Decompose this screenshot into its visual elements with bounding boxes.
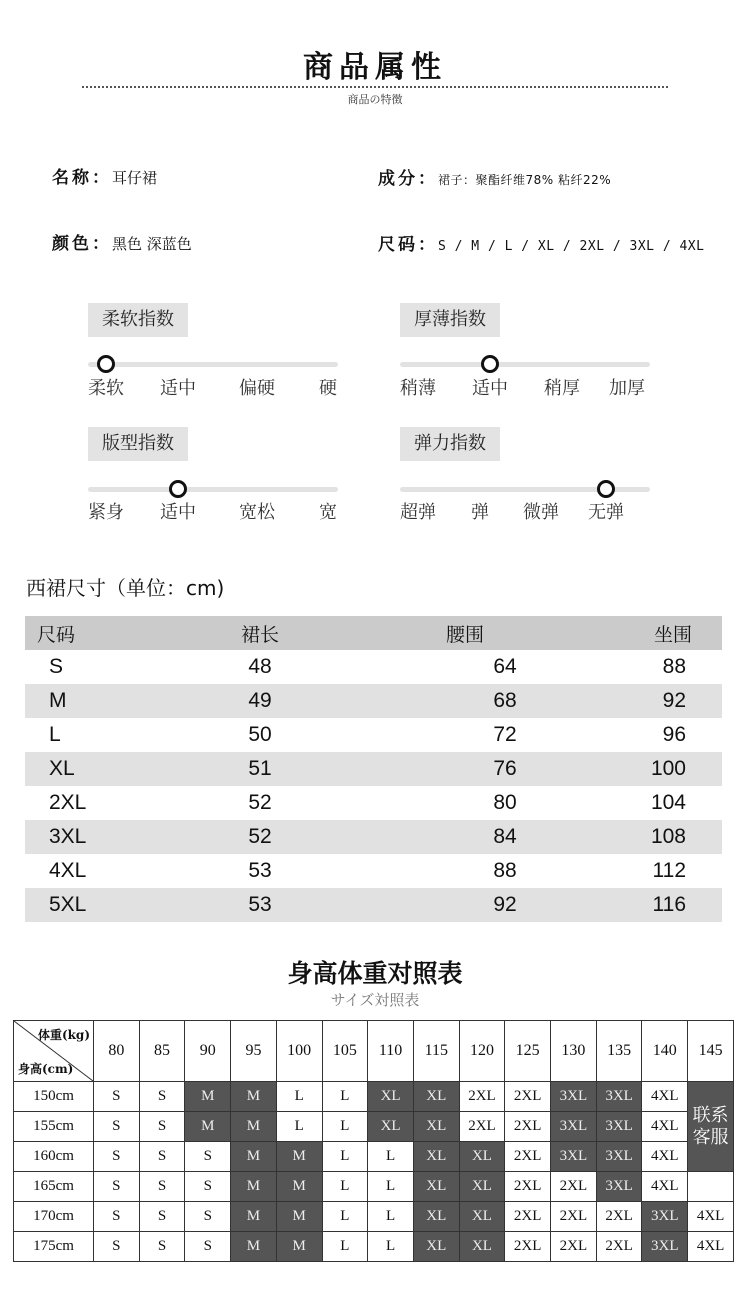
size-chart-cell: 80: [493, 791, 517, 814]
reference-chart-row: [14, 1142, 734, 1172]
softness-index-option: 适中: [160, 378, 196, 399]
size-cell: S: [139, 1172, 185, 1202]
size-cell: S: [185, 1142, 231, 1172]
weight-header: 95: [231, 1021, 277, 1082]
size-chart-cell: 104: [650, 791, 686, 814]
size-chart-title: 西裙尺寸（单位：cm): [26, 576, 225, 600]
size-chart-cell: 92: [555, 684, 722, 718]
size-cell: M: [185, 1112, 231, 1142]
size-cell: L: [322, 1202, 368, 1232]
size-cell: M: [276, 1232, 322, 1262]
softness-index-marker: [97, 355, 115, 373]
size-cell: L: [368, 1142, 414, 1172]
reference-chart-row: [14, 1082, 734, 1112]
size-cell: S: [185, 1172, 231, 1202]
reference-chart-table: [13, 1020, 734, 1262]
size-cell: 2XL: [505, 1232, 551, 1262]
page-title: 商品属性: [303, 50, 447, 85]
attr-size: [378, 230, 704, 255]
size-chart-cell: 76: [375, 752, 555, 786]
size-cell: M: [185, 1082, 231, 1112]
size-cell: 2XL: [505, 1202, 551, 1232]
size-cell: S: [94, 1232, 140, 1262]
size-cell: 4XL: [642, 1142, 688, 1172]
size-cell: M: [231, 1112, 277, 1142]
size-cell: 3XL: [642, 1202, 688, 1232]
page-subtitle: 商品の特徴: [347, 93, 403, 106]
size-cell: XL: [368, 1082, 414, 1112]
size-cell: XL: [459, 1202, 505, 1232]
fit-index-marker: [169, 480, 187, 498]
size-cell: XL: [459, 1232, 505, 1262]
height-cell: 150cm: [14, 1082, 94, 1112]
size-cell: 2XL: [505, 1112, 551, 1142]
size-chart-row: [25, 786, 722, 820]
size-cell: L: [368, 1172, 414, 1202]
weight-header: 130: [551, 1021, 597, 1082]
size-chart-cell: 53: [248, 859, 272, 882]
weight-header: 105: [322, 1021, 368, 1082]
size-chart-cell: 72: [493, 723, 517, 746]
weight-header: 120: [459, 1021, 505, 1082]
size-chart-cell: 52: [145, 820, 375, 854]
size-chart-row: [25, 718, 722, 752]
attr-name-value: 耳仔裙: [112, 169, 158, 187]
elasticity-index-option: 无弹: [588, 502, 624, 523]
size-chart-table: [25, 616, 722, 922]
size-cell: 3XL: [596, 1082, 642, 1112]
size-chart-cell: 88: [662, 655, 686, 678]
thickness-index-track: [400, 362, 650, 367]
weight-header: 90: [185, 1021, 231, 1082]
size-cell: M: [231, 1232, 277, 1262]
size-chart-header-row: [25, 616, 722, 650]
softness-index-option: 柔软: [88, 378, 124, 399]
size-cell: M: [231, 1082, 277, 1112]
reference-chart-title: 身高体重对照表: [287, 959, 463, 988]
height-cell: 170cm: [14, 1202, 94, 1232]
elasticity-index-marker: [597, 480, 615, 498]
size-cell: 2XL: [459, 1112, 505, 1142]
size-chart-cell: 84: [375, 820, 555, 854]
size-cell: 2XL: [596, 1232, 642, 1262]
weight-header: 135: [596, 1021, 642, 1082]
size-chart-cell: 108: [555, 820, 722, 854]
size-cell: 3XL: [596, 1112, 642, 1142]
size-cell: S: [94, 1082, 140, 1112]
weight-header: 80: [94, 1021, 140, 1082]
softness-index-option: 偏硬: [239, 378, 275, 399]
size-chart-row: [25, 820, 722, 854]
size-chart-cell: 116: [555, 888, 722, 922]
size-chart-cell: 3XL: [25, 820, 145, 854]
attr-composition-key: 成分：: [378, 169, 438, 189]
title-divider: [82, 86, 668, 88]
attr-name: [52, 163, 157, 188]
size-cell: M: [276, 1142, 322, 1172]
size-chart-row: [25, 650, 722, 684]
size-cell: 3XL: [642, 1232, 688, 1262]
size-cell: 2XL: [505, 1082, 551, 1112]
size-cell: 2XL: [505, 1142, 551, 1172]
size-cell: XL: [413, 1082, 459, 1112]
size-chart-cell: 100: [555, 752, 722, 786]
softness-index-track: [88, 362, 338, 367]
size-cell: L: [368, 1232, 414, 1262]
size-cell: M: [276, 1172, 322, 1202]
weight-header: 125: [505, 1021, 551, 1082]
size-cell: 4XL: [642, 1082, 688, 1112]
attr-size-key: 尺码：: [378, 235, 438, 255]
size-chart-cell: 49: [145, 684, 375, 718]
size-cell: L: [322, 1142, 368, 1172]
size-chart-row: [25, 752, 722, 786]
size-cell: L: [322, 1112, 368, 1142]
fit-index-option: 适中: [160, 502, 196, 523]
contact-service-cell[interactable]: 联系 客服: [688, 1082, 734, 1172]
size-cell: L: [322, 1082, 368, 1112]
size-cell: L: [368, 1202, 414, 1232]
size-chart-cell: 2XL: [49, 791, 87, 814]
size-cell: 3XL: [596, 1142, 642, 1172]
size-chart-cell: 50: [248, 723, 272, 746]
size-cell: XL: [413, 1142, 459, 1172]
weight-header: 145: [688, 1021, 734, 1082]
size-cell: 2XL: [551, 1202, 597, 1232]
size-cell: L: [322, 1232, 368, 1262]
reference-chart-row: [14, 1112, 734, 1142]
size-chart-cell: 92: [375, 888, 555, 922]
size-cell: S: [139, 1232, 185, 1262]
size-chart-cell: 64: [493, 655, 517, 678]
size-chart-row: [25, 684, 722, 718]
size-cell: 2XL: [459, 1082, 505, 1112]
attr-composition: [378, 164, 611, 189]
height-cell: 165cm: [14, 1172, 94, 1202]
size-cell: S: [94, 1172, 140, 1202]
size-cell: M: [231, 1142, 277, 1172]
attr-name-key: 名称：: [52, 168, 112, 188]
size-cell: 4XL: [688, 1232, 734, 1262]
size-chart-cell: 52: [248, 791, 272, 814]
size-chart-cell: 5XL: [25, 888, 145, 922]
size-cell: M: [231, 1202, 277, 1232]
size-chart-cell: 112: [652, 859, 686, 882]
size-cell: 4XL: [642, 1172, 688, 1202]
reference-chart-corner: [14, 1021, 94, 1082]
thickness-index-marker: [481, 355, 499, 373]
size-cell: 2XL: [551, 1172, 597, 1202]
attr-color-key: 颜色：: [52, 234, 112, 254]
thickness-index-option: 加厚: [609, 378, 645, 399]
elasticity-index-option: 微弹: [523, 502, 559, 523]
size-chart-cell: 96: [662, 723, 686, 746]
size-chart-cell: 53: [145, 888, 375, 922]
reference-chart-header-row: [14, 1021, 734, 1082]
size-cell: XL: [459, 1172, 505, 1202]
size-cell: [688, 1172, 734, 1202]
height-cell: 155cm: [14, 1112, 94, 1142]
size-cell: 2XL: [505, 1172, 551, 1202]
size-chart-cell: S: [49, 655, 64, 678]
corner-height-label: 身高(cm): [18, 1062, 74, 1076]
size-cell: 3XL: [551, 1142, 597, 1172]
fit-index-option: 紧身: [88, 502, 124, 523]
reference-chart-row: [14, 1202, 734, 1232]
fit-index-option: 宽松: [239, 502, 275, 523]
attr-color: [52, 229, 192, 254]
size-cell: XL: [413, 1112, 459, 1142]
size-cell: L: [276, 1112, 322, 1142]
height-cell: 175cm: [14, 1232, 94, 1262]
size-cell: XL: [413, 1202, 459, 1232]
size-chart-header: 尺码: [25, 616, 145, 650]
size-cell: S: [139, 1082, 185, 1112]
fit-index-track: [88, 487, 338, 492]
size-cell: 3XL: [551, 1112, 597, 1142]
size-chart-row: [25, 854, 722, 888]
reference-chart-subtitle: サイズ対照表: [330, 991, 420, 1009]
weight-header: 85: [139, 1021, 185, 1082]
thickness-index-option: 稍薄: [400, 378, 436, 399]
elasticity-index-label: 弹力指数: [400, 427, 500, 461]
size-chart-cell: 48: [248, 655, 272, 678]
size-cell: S: [139, 1142, 185, 1172]
size-cell: XL: [413, 1232, 459, 1262]
size-cell: 2XL: [596, 1202, 642, 1232]
weight-header: 100: [276, 1021, 322, 1082]
weight-header: 140: [642, 1021, 688, 1082]
size-cell: 4XL: [642, 1112, 688, 1142]
weight-header: 110: [368, 1021, 414, 1082]
size-cell: 3XL: [596, 1172, 642, 1202]
size-cell: S: [185, 1232, 231, 1262]
size-cell: M: [231, 1172, 277, 1202]
size-chart-cell: 4XL: [49, 859, 87, 882]
size-cell: XL: [413, 1172, 459, 1202]
size-cell: 4XL: [688, 1202, 734, 1232]
corner-weight-label: 体重(kg): [37, 1028, 90, 1042]
size-cell: 3XL: [551, 1082, 597, 1112]
size-chart-cell: 68: [375, 684, 555, 718]
fit-index-label: 版型指数: [88, 427, 188, 461]
softness-index-option: 硬: [319, 378, 337, 399]
size-cell: M: [276, 1202, 322, 1232]
size-cell: S: [139, 1202, 185, 1232]
thickness-index-option: 稍厚: [544, 378, 580, 399]
size-cell: S: [94, 1112, 140, 1142]
height-cell: 160cm: [14, 1142, 94, 1172]
size-cell: S: [139, 1112, 185, 1142]
size-chart-cell: 51: [145, 752, 375, 786]
size-cell: L: [322, 1172, 368, 1202]
size-cell: 2XL: [551, 1232, 597, 1262]
size-chart-row: [25, 888, 722, 922]
size-cell: XL: [459, 1142, 505, 1172]
weight-header: 115: [413, 1021, 459, 1082]
fit-index-option: 宽: [319, 502, 337, 523]
elasticity-index-option: 弹: [471, 502, 489, 523]
thickness-index-option: 适中: [472, 378, 508, 399]
size-chart-header: 腰围: [375, 616, 555, 650]
size-cell: S: [94, 1202, 140, 1232]
size-chart-cell: M: [25, 684, 145, 718]
reference-chart-row: [14, 1232, 734, 1262]
elasticity-index-option: 超弹: [400, 502, 436, 523]
softness-index-label: 柔软指数: [88, 303, 188, 337]
size-cell: S: [185, 1202, 231, 1232]
size-chart-header: 坐围: [555, 616, 722, 650]
attr-color-value: 黑色 深蓝色: [112, 235, 192, 253]
attr-size-value: S / M / L / XL / 2XL / 3XL / 4XL: [438, 239, 705, 254]
size-chart-cell: L: [49, 723, 61, 746]
size-chart-header: 裙长: [145, 616, 375, 650]
size-cell: L: [276, 1082, 322, 1112]
attr-composition-value: 裙子：聚酯纤维78% 粘纤22%: [438, 173, 612, 187]
size-chart-cell: XL: [25, 752, 145, 786]
size-cell: S: [94, 1142, 140, 1172]
size-cell: XL: [368, 1112, 414, 1142]
size-chart-cell: 88: [493, 859, 517, 882]
reference-chart-row: [14, 1172, 734, 1202]
thickness-index-label: 厚薄指数: [400, 303, 500, 337]
